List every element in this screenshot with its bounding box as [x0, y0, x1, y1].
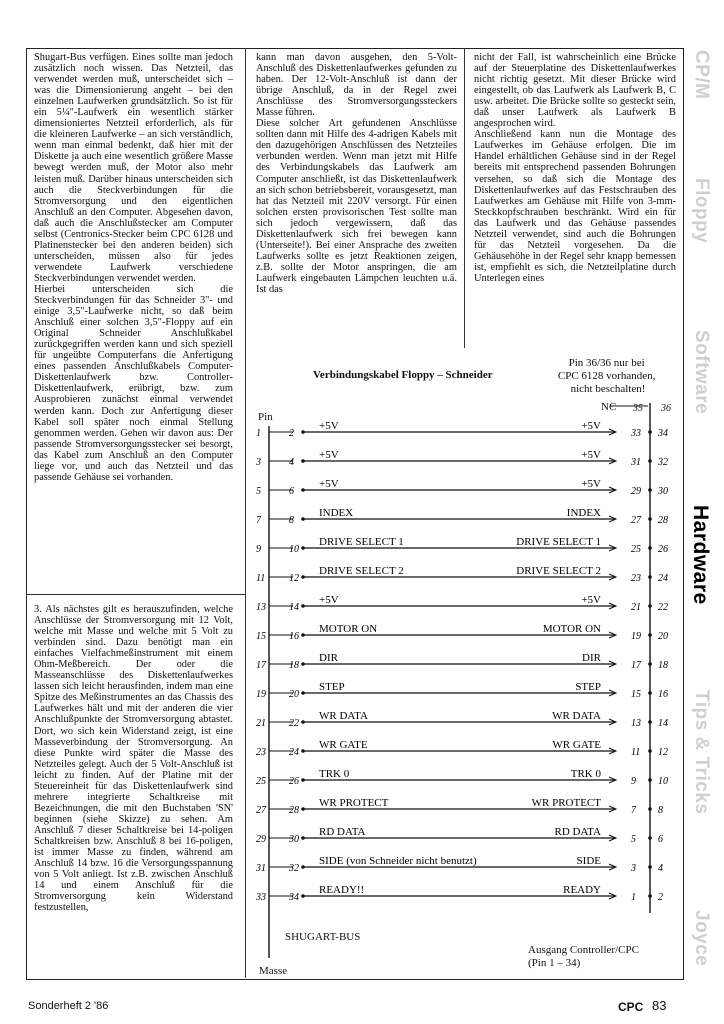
- diagram-note-line: Pin 36/36 nur bei CPC 6128 vorhanden, nicht beschalten!: [557, 357, 656, 395]
- wire-dot-left: [301, 633, 305, 637]
- right-pin-odd: 27: [631, 515, 641, 526]
- wire-dot-right: [648, 749, 652, 753]
- left-pin-odd: 29: [256, 834, 266, 845]
- col3-paragraph-1: nicht der Fall, ist wahrscheinlich eine Brücke auf der Steuerplatine des Diskettenlaufwerkes nicht richtig gesetzt. Mit dieser Brücke wird eingestellt, ob das Laufwerk als Laufwerk B, C usw. arbeitet. Die Brücke sollte so gesteckt sein, daß unser Laufwerk als Laufwerk B angesprochen wird.: [474, 52, 676, 130]
- left-pin-odd: 21: [256, 718, 266, 729]
- right-pin-odd: 17: [631, 660, 641, 671]
- right-pin-odd: 3: [631, 863, 636, 874]
- nc-right-number: 36: [661, 403, 671, 414]
- left-pin-odd: 1: [256, 428, 261, 439]
- wire-dot-left: [301, 749, 305, 753]
- signal-label-right: +5V: [581, 478, 601, 490]
- signal-label-left: DRIVE SELECT 2: [319, 565, 404, 577]
- section-tab-joyce[interactable]: Joyce: [691, 910, 712, 967]
- left-pin-even: 32: [289, 863, 299, 874]
- column-1-lower: [34, 604, 233, 913]
- pins-range-label: (Pin 1 – 34): [528, 957, 581, 969]
- wire-dot-left: [301, 662, 305, 666]
- right-pin-even: 18: [658, 660, 668, 671]
- col1-paragraph-1: Shugart-Bus verfügen. Eines sollte man jedoch zusätzlich noch wissen. Das Netzteil, das verwendet werden muß, unterscheidet sich – was die Dimensionierung angeht – bei den einzelnen Laufwerken grundsätzlich. So ist für ein 5¼"-Laufwerk ein wesentlich stärker dimensioniertes Netzteil erforderlich, als für die kleineren Laufwerke – an sich verständlich, wenn man einmal bedenkt, daß hier mit der Diskette ja auch eine wesentlich größere Masse bewegt werden muß, der Motor also mehr leisten muß. Darüber hinaus unterscheiden sich auch die Steckverbindungen für die Stromversorgung und den eigentlichen Anschluß an den Computer. Abgesehen davon, daß auch die Anschlußstecker am Computer selbst (Centronics-Stecker beim CPC 6128 und Platinenstecker bei den anderen beiden) sich unterscheiden, müssen also für jedes verwendete Laufwerk verschiedene Steckverbindungen verwendet werden.: [34, 52, 233, 284]
- signal-label-left: READY!!: [319, 884, 365, 896]
- wire-dot-right: [648, 865, 652, 869]
- right-pin-even: 4: [658, 863, 663, 874]
- wire-dot-left: [301, 488, 305, 492]
- signal-label-left: +5V: [319, 449, 339, 461]
- left-pin-odd: 5: [256, 486, 261, 497]
- right-pin-even: 20: [658, 631, 668, 642]
- column-3: [474, 52, 676, 284]
- wire-dot-left: [301, 575, 305, 579]
- signal-label-right: DRIVE SELECT 1: [516, 536, 601, 548]
- wire-dot-right: [648, 807, 652, 811]
- wire-dot-right: [648, 488, 652, 492]
- right-pin-odd: 7: [631, 805, 636, 816]
- signal-label-left: +5V: [319, 594, 339, 606]
- right-pin-even: 6: [658, 834, 663, 845]
- wire-dot-left: [301, 894, 305, 898]
- left-pin-odd: 27: [256, 805, 266, 816]
- shugart-bus-label: SHUGART-BUS: [285, 931, 361, 943]
- masse-label: Masse: [259, 965, 288, 977]
- signal-label-right: +5V: [581, 420, 601, 432]
- left-pin-even: 6: [289, 486, 294, 497]
- signal-label-left: DRIVE SELECT 1: [319, 536, 404, 548]
- left-pin-odd: 17: [256, 660, 266, 671]
- left-pin-even: 14: [289, 602, 299, 613]
- right-pin-odd: 21: [631, 602, 641, 613]
- right-pin-odd: 33: [631, 428, 641, 439]
- wire-dot-right: [648, 778, 652, 782]
- wire-dot-right: [648, 691, 652, 695]
- wire-dot-left: [301, 546, 305, 550]
- wire-dot-left: [301, 604, 305, 608]
- left-pin-even: 8: [289, 515, 294, 526]
- nc-left-number: 35: [633, 403, 643, 414]
- left-pin-even: 4: [289, 457, 294, 468]
- section-tab-tips[interactable]: Tips & Tricks: [691, 690, 712, 815]
- wire-dot-left: [301, 720, 305, 724]
- signal-label-left: STEP: [319, 681, 345, 693]
- col1-paragraph-2: Hierbei unterscheiden sich die Steckverbindungen für das Schneider 3"- und einige 3,5"-Laufwerke nicht, so daß beim Anschluß einer solchen 3,5"-Floppy auf ein Original Schneider Anschlußkabel zurückgegriffen werden kann und sich speziell für ungeübte Computerfans die Anfertigung eines passenden Anschlußkabels Computer-Diskettenlaufwerk bzw. Controller-Diskettenlaufwerk, erübrigt, bzw. zum Ausprobieren zunächst einmal verwendet werden kann. Doch zur Anfertigung dieser Kabel soll später noch einmal Stellung genommen werden. Gehen wir davon aus: Der passende Stromversorgungsstecker sei besorgt, das Kabel zum Anschluß an den Computer liege vor, und auch das Netzteil und das passende Gehäuse sei vorhanden.: [34, 283, 233, 483]
- wire-dot-right: [648, 662, 652, 666]
- signal-label-left: DIR: [319, 652, 338, 664]
- left-pin-even: 30: [289, 834, 299, 845]
- wire-dot-left: [301, 430, 305, 434]
- right-pin-odd: 15: [631, 689, 641, 700]
- signal-label-right: STEP: [575, 681, 601, 693]
- pin-label: Pin: [258, 411, 273, 423]
- signal-label-right: WR GATE: [552, 739, 601, 751]
- right-pin-odd: 11: [631, 747, 641, 758]
- right-pin-odd: 29: [631, 486, 641, 497]
- left-pin-odd: 9: [256, 544, 261, 555]
- wire-dot-left: [301, 807, 305, 811]
- right-pin-odd: 23: [631, 573, 641, 584]
- signal-label-right: MOTOR ON: [542, 623, 601, 635]
- signal-label-left: INDEX: [319, 507, 354, 519]
- section-divider: [26, 594, 245, 595]
- footer-page-number: 83: [652, 998, 667, 1013]
- right-pin-even: 24: [658, 573, 668, 584]
- right-pin-odd: 9: [631, 776, 636, 787]
- signal-label-right: RD DATA: [554, 826, 601, 838]
- left-pin-odd: 11: [256, 573, 266, 584]
- col2-paragraph-2: Diese solcher Art gefundenen Anschlüsse sollten dann mit Hilfe des 4-adrigen Kabels mit den dazugehörigen Anschlüssen des Netzteiles verbunden werden. Wenn man jetzt mit Hilfe des Verbindungskabels das Laufwerk am Computer anschließt, ist das Diskettenlaufwerk an sich schon betriebsbereit, vorausgesetzt, man hat das Netzteil mit 220V versorgt. Für einen solchen ersten provisorischen Test sollte man sich jedoch vergewissern, daß das Diskettenlaufwerk sich frei bewegen kann (Unterseite!). Bei einer Ansprache des zweiten Laufwerks sollte es jetzt Reaktionen zeigen, z.B. sollte der Motor anspringen, die am Laufwerk eingebauten Lämpchen leuchten u.ä. Ist das: [256, 118, 457, 295]
- signal-label-left: WR DATA: [319, 710, 368, 722]
- signal-label-right: WR PROTECT: [531, 797, 601, 809]
- signal-label-left: MOTOR ON: [319, 623, 378, 635]
- right-pin-even: 12: [658, 747, 668, 758]
- signal-label-left: +5V: [319, 478, 339, 490]
- section-tab-cpm[interactable]: CP/M: [691, 50, 712, 100]
- column-1: [34, 52, 233, 483]
- signal-label-right: READY: [563, 884, 601, 896]
- wire-dot-left: [301, 865, 305, 869]
- signal-label-right: DRIVE SELECT 2: [516, 565, 601, 577]
- left-pin-even: 10: [289, 544, 299, 555]
- diagram-title: Verbindungskabel Floppy – Schneider: [313, 369, 493, 381]
- col2-paragraph-1: kann man davon ausgehen, den 5-Volt-Anschluß des Diskettenlaufwerkes gefunden zu haben. Der 12-Volt-Anschluß ist dann der übrige Anschluß, da in der Regel zwei Anschlüsse des Stromversorgungssteckers Masse führen.: [256, 52, 457, 119]
- section-tab-floppy[interactable]: Floppy: [691, 178, 712, 244]
- right-pin-odd: 1: [631, 892, 636, 903]
- signal-label-right: DIR: [582, 652, 601, 664]
- left-pin-even: 22: [289, 718, 299, 729]
- right-pin-odd: 5: [631, 834, 636, 845]
- section-tab-software[interactable]: Software: [691, 330, 712, 415]
- signal-label-right: +5V: [581, 449, 601, 461]
- nc-label: NC: [601, 401, 617, 413]
- left-pin-odd: 7: [256, 515, 261, 526]
- left-pin-even: 20: [289, 689, 299, 700]
- footer-brand: CPC: [618, 1000, 644, 1014]
- wire-dot-right: [648, 604, 652, 608]
- column-divider-1: [245, 48, 246, 978]
- wire-dot-left: [301, 691, 305, 695]
- right-pin-even: 32: [658, 457, 668, 468]
- left-pin-even: 34: [289, 892, 299, 903]
- wire-dot-right: [648, 517, 652, 521]
- section-tab-hardware[interactable]: Hardware: [689, 505, 712, 605]
- signal-label-left: +5V: [319, 420, 339, 432]
- right-pin-even: 26: [658, 544, 668, 555]
- signal-label-left: TRK 0: [319, 768, 350, 780]
- left-pin-odd: 19: [256, 689, 266, 700]
- wire-dot-left: [301, 459, 305, 463]
- column-2: [256, 52, 457, 295]
- signal-label-right: SIDE: [576, 855, 601, 867]
- wire-dot-right: [648, 575, 652, 579]
- right-pin-odd: 13: [631, 718, 641, 729]
- right-pin-even: 30: [658, 486, 668, 497]
- signal-label-right: WR DATA: [552, 710, 601, 722]
- left-pin-even: 28: [289, 805, 299, 816]
- left-pin-odd: 33: [256, 892, 266, 903]
- left-pin-even: 12: [289, 573, 299, 584]
- wire-dot-left: [301, 778, 305, 782]
- left-pin-even: 18: [289, 660, 299, 671]
- left-pin-even: 16: [289, 631, 299, 642]
- left-pin-even: 26: [289, 776, 299, 787]
- right-pin-even: 34: [658, 428, 668, 439]
- wire-dot-left: [301, 517, 305, 521]
- signal-label-left: SIDE (von Schneider nicht benutzt): [319, 855, 477, 867]
- right-pin-even: 2: [658, 892, 663, 903]
- right-pin-even: 10: [658, 776, 668, 787]
- col1-paragraph-3: 3. Als nächstes gilt es herauszufinden, welche Anschlüsse der Stromversorgung mit 12 Volt, welche mit Masse und welche mit 5 Volt zu verbinden sind. Dazu benötigt man ein einfaches Vielfachmeßinstrument mit einem Ohm-Meßbereich. Der oder die Masseanschlüsse des Diskettenlaufwerkes lassen sich leicht herausfinden, indem man eine Spitze des Meßinstrumentes an das Chassis des Laufwerkes hält und mit der anderen die vier Anschlußpunkte der Stromversorgung abtastet. Dort, wo sich kein Widerstand zeigt, ist eine Masseverbindung der Stromversorgung. An diese Punkte wird später die Masse des Netzteiles gelegt. Auch der 5 Volt-Anschluß ist leicht zu finden. Auf der Platine mit der Steuereinheit für das Diskettenlaufwerk sind mehrere integrierte Schaltkreise mit Bezeichnungen, die mit den Buchstaben 'SN' beginnen (siehe Skizze) zu sehen. Am Anschluß 7 dieser Schaltkreise bei 14-poligen Schaltkreisen bzw. Anschluß 8 bei 16-poligen, ist immer Masse zu finden, während am Anschluß 14 bzw. 16 die Versorgungsspannung von 5 Volt anliegt. Ist z.B. zwischen Anschluß 14 und einem Anschluß für die Stromversorgung kein Widerstand festzustellen,: [34, 604, 233, 914]
- right-pin-even: 8: [658, 805, 663, 816]
- column-divider-2: [464, 48, 465, 348]
- left-pin-odd: 25: [256, 776, 266, 787]
- left-pin-odd: 23: [256, 747, 266, 758]
- signal-label-right: TRK 0: [570, 768, 601, 780]
- wire-dot-right: [648, 430, 652, 434]
- right-pin-even: 16: [658, 689, 668, 700]
- wire-dot-right: [648, 720, 652, 724]
- right-pin-odd: 25: [631, 544, 641, 555]
- footer-issue: Sonderheft 2 '86: [28, 1000, 109, 1012]
- left-pin-odd: 31: [256, 863, 266, 874]
- wire-dot-right: [648, 459, 652, 463]
- left-pin-even: 24: [289, 747, 299, 758]
- signal-label-left: RD DATA: [319, 826, 366, 838]
- ausgang-label: Ausgang Controller/CPC: [528, 944, 639, 956]
- left-pin-odd: 13: [256, 602, 266, 613]
- wiring-diagram: [253, 348, 682, 978]
- right-pin-even: 22: [658, 602, 668, 613]
- right-pin-odd: 19: [631, 631, 641, 642]
- wire-dot-right: [648, 836, 652, 840]
- wire-dot-left: [301, 836, 305, 840]
- signal-label-left: WR GATE: [319, 739, 368, 751]
- signal-label-right: INDEX: [566, 507, 601, 519]
- wire-dot-right: [648, 546, 652, 550]
- col3-paragraph-2: Anschließend kann nun die Montage des Laufwerkes im Gehäuse erfolgen. Die im Handel erhältlichen Gehäuse sind in der Regel bereits mit entsprechend passenden Bohrungen versehen, so daß sich die Montage des Diskettenlaufwerkes auf das Festschrauben des Laufwerkes am Gehäuse mit Hilfe von 3-mm-Steckkopfschrauben beschränkt. Wird ein für das Laufwerk und das Gehäuse passendes Netzteil verwendet, sind auch die Bohrungen für das Netzteil vorgesehen. Da die Gehäusehöhe in der Regel sehr knapp bemessen ist, empfiehlt es sich, die Netzteilplatine durch Unterlegen eines: [474, 129, 676, 284]
- right-pin-odd: 31: [631, 457, 641, 468]
- signal-label-left: WR PROTECT: [319, 797, 389, 809]
- signal-label-right: +5V: [581, 594, 601, 606]
- left-pin-odd: 15: [256, 631, 266, 642]
- wire-dot-right: [648, 633, 652, 637]
- left-pin-even: 2: [289, 428, 294, 439]
- right-pin-even: 28: [658, 515, 668, 526]
- left-pin-odd: 3: [256, 457, 261, 468]
- wire-dot-right: [648, 894, 652, 898]
- right-pin-even: 14: [658, 718, 668, 729]
